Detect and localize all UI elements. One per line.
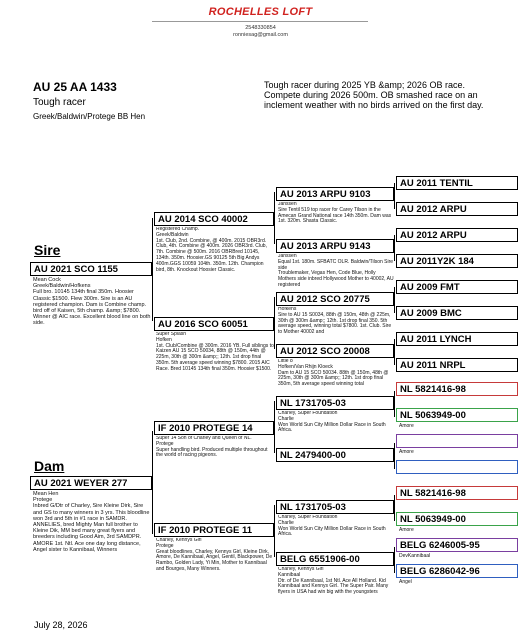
gen4-note-16: Angel bbox=[399, 579, 412, 585]
sire-notes: Mean Cock Greek/Baldwin/Hofkens Full bro. 10145 134th final 350m. Hoosier Classic $1500. Flew 300m. Sire is an AU registered champion. Dam is Combine champ. bird off of Kaisen, 5th champ. &amp; $7800. Winner @ AIC race. Excellent blood line on both side. bbox=[33, 277, 151, 327]
loft-phone: 2548330854 bbox=[245, 25, 276, 31]
connector-g3-8 bbox=[394, 547, 395, 573]
gen4-band-14[interactable]: NL 5063949-00 bbox=[396, 512, 518, 526]
connector-ss bbox=[274, 192, 275, 244]
gen4-note-15: DevKannibaal bbox=[399, 553, 431, 559]
connector-g3-4 bbox=[394, 339, 395, 365]
dam-sire-band[interactable]: IF 2010 PROTEGE 14 bbox=[154, 421, 274, 435]
connector-g3-7 bbox=[394, 495, 395, 521]
footer-date: July 28, 2026 bbox=[34, 620, 88, 630]
gen3-band-4[interactable]: AU 2012 SCO 20008 bbox=[276, 344, 394, 358]
connector-g3-5 bbox=[394, 391, 395, 417]
dam-sire-notes: Super 14 Son of Charley and Queen of NL. Protege Super handling bird. Produced multiple throughout the world of racing pigeons. bbox=[156, 436, 268, 459]
gen4-band-13[interactable]: NL 5821416-98 bbox=[396, 486, 518, 500]
dam-label: Dam bbox=[34, 458, 65, 474]
connector-g3-1 bbox=[394, 183, 395, 209]
sire-sire-band[interactable]: AU 2014 SCO 40002 bbox=[154, 212, 274, 226]
dam-dam-notes: Charley, Kennys Girl Protege Great bloodlines, Charley, Kennys Girl, Kleine Dirk, Amore, De Kannibaal, Angel, Gentil, Blackpower, De Rambo, Golden Lady, Yi Min, Mother to Kannibaal and Bourges, Many Winners. bbox=[156, 538, 273, 572]
gen4-band-1[interactable]: AU 2011 TENTIL bbox=[396, 176, 518, 190]
gen4-band-12[interactable] bbox=[396, 460, 518, 474]
dam-notes: Mean Hen Protege Inbred G/Dtr of Charley, Sire Kleine Dirk, Sire and GS to many winners in 3 yrs. This bloodline won 3rd and 5th in #1 race in SAMDR. ANNELIES, bred Mighty Man full brother to Kleine Dik, MM bed many great flyers and breeders including Good Aim, 3rd SAMDPR. AMORE 1st. Ntl. Ace one day long distance, Angel sister to Kannibaal, Winners bbox=[33, 491, 150, 553]
header-rule bbox=[152, 21, 368, 22]
bird-band: AU 25 AA 1433 bbox=[33, 80, 117, 94]
gen4-band-2[interactable]: AU 2012 ARPU bbox=[396, 202, 518, 216]
connector-g3-2 bbox=[394, 235, 395, 261]
gen4-band-8[interactable]: AU 2011 NRPL bbox=[396, 358, 518, 372]
gen3-band-3[interactable]: AU 2012 SCO 20775 bbox=[276, 292, 394, 306]
gen3-band-2[interactable]: AU 2013 ARPU 9143 bbox=[276, 239, 394, 253]
dam-dam-band[interactable]: IF 2010 PROTEGE 11 bbox=[154, 523, 274, 537]
loft-email: ronniesag@gmail.com bbox=[233, 32, 288, 38]
gen3-notes-8: Charley, Kennys Girl Kannibaal Dtr. of De Kannibaal, 1st Ntl. Ace All Holland. Kid Kannibaal and Kennys Girl. The Super Pair. Many flyers in USA had win big with the youngsters bbox=[278, 567, 389, 596]
gen4-band-7[interactable]: AU 2011 LYNCH bbox=[396, 332, 518, 346]
connector-g3-6 bbox=[394, 443, 395, 469]
gen3-band-8[interactable]: BELG 6551906-00 bbox=[276, 552, 394, 566]
gen4-band-15[interactable]: BELG 6246005-95 bbox=[396, 538, 518, 552]
connector-ds bbox=[274, 401, 275, 453]
gen3-band-7[interactable]: NL 1731705-03 bbox=[276, 500, 394, 514]
gen4-note-10: Amore bbox=[399, 423, 414, 429]
gen4-band-5[interactable]: AU 2009 FMT bbox=[396, 280, 518, 294]
gen3-notes-7: Charley, Super Foundation Charlie Won World Sun City Million Dollar Race in South Africa. bbox=[278, 515, 386, 538]
connector-dd bbox=[274, 505, 275, 557]
dam-band[interactable]: AU 2021 WEYER 277 bbox=[30, 476, 152, 490]
gen4-band-16[interactable]: BELG 6286042-96 bbox=[396, 564, 518, 578]
connector-sd bbox=[274, 297, 275, 349]
gen3-notes-3: Hofkens Sire to AU 15 S0034, 88th @ 150m, 48th @ 225m, 30th @ 300m &amp;; 12th. 1st drop final 350. 5th average speed, winning total $7800. 1st. Club. Sire to Mother 40002 and bbox=[278, 307, 392, 336]
gen3-band-5[interactable]: NL 1731705-03 bbox=[276, 396, 394, 410]
bird-strain: Greek/Baldwin/Protege BB Hen bbox=[33, 112, 146, 121]
sire-sire-notes: Registered Champ. Greek/Baldwin 1st. Club, 2nd. Combine, @ 400m. 2015 OBR3rd. Club, 4th. Combine @ 400m. 2026 OBR3rd. Club, 7th. Combine @ 500m. 2016 OBRBred 10145, 134th. 350m. Hoosier.GS 90125 5th Big Andys 400m.GGS 10059 104th. 350m. 12th. Champion bird, 8th. Knockout Hoosier Classic. bbox=[156, 227, 267, 273]
sire-band[interactable]: AU 2021 SCO 1155 bbox=[30, 262, 152, 276]
gen3-band-1[interactable]: AU 2013 ARPU 9103 bbox=[276, 187, 394, 201]
gen4-band-11[interactable] bbox=[396, 434, 518, 448]
gen4-note-14: Amore bbox=[399, 527, 414, 533]
gen3-notes-2: Janssen Equal 1st. 180m. SFBATC OLR. Baldwin/Tilson Sire side Troublemaker, Vegas Hen, Code Blue, Holly Mothers side inbred Hollywood Mother to 40002, AU registered bbox=[278, 254, 394, 288]
gen3-notes-5: Charley, Super Foundation Charlie Won World Sun City Million Dollar Race in South Africa. bbox=[278, 411, 386, 434]
gen3-notes-1: Janssen Sire Tentil 519 top racer for Carey Tilson in the Amecan Grand National race 14th 350m. Dam was 1st. 320m. Shasta Classic. bbox=[278, 202, 392, 225]
connector-sire bbox=[152, 218, 153, 321]
gen4-band-10[interactable]: NL 5063949-00 bbox=[396, 408, 518, 422]
gen4-band-3[interactable]: AU 2012 ARPU bbox=[396, 228, 518, 242]
connector-g3-3 bbox=[394, 287, 395, 313]
gen3-notes-4: Little 8 Hofken/Van Rhijn Kloeck Dam to AU 15 SCO 50034. 88th @ 150m, 48th @ 225m, 30th @ 300m &amp;; 12th. 1st drop final 350m, 5th average speed winning total bbox=[278, 359, 389, 388]
sire-dam-notes: Super Splash Hofken 1st. Club/Combine @ 300m. 2016 YB. Full siblings to Kaizen AU 15 SCO 50034, 88th @ 150m, 44th @ 225m, 30th @ 300m &amp;; 12th. 1st drop final 350m. 5th average speed winning $7800. 2015 AIC Race. Bred 10145 134th final 350m. Hoosier $1500. bbox=[156, 332, 274, 372]
bird-name: Tough racer bbox=[33, 97, 86, 108]
gen4-note-11: Amore bbox=[399, 449, 414, 455]
gen4-band-6[interactable]: AU 2009 BMC bbox=[396, 306, 518, 320]
gen3-band-6[interactable]: NL 2479400-00 bbox=[276, 448, 394, 462]
connector-dam bbox=[152, 431, 153, 534]
gen4-band-4[interactable]: AU 2011Y2K 184 bbox=[396, 254, 518, 268]
sire-dam-band[interactable]: AU 2016 SCO 60051 bbox=[154, 317, 274, 331]
bird-description: Tough racer during 2025 YB &amp; 2026 OB race. Compete during 2026 500m. OB smashed race on an inclement weather with no birds arrived on the first day. bbox=[264, 80, 484, 110]
sire-label: Sire bbox=[34, 242, 61, 258]
gen4-band-9[interactable]: NL 5821416-98 bbox=[396, 382, 518, 396]
loft-name: ROCHELLES LOFT bbox=[208, 6, 313, 18]
